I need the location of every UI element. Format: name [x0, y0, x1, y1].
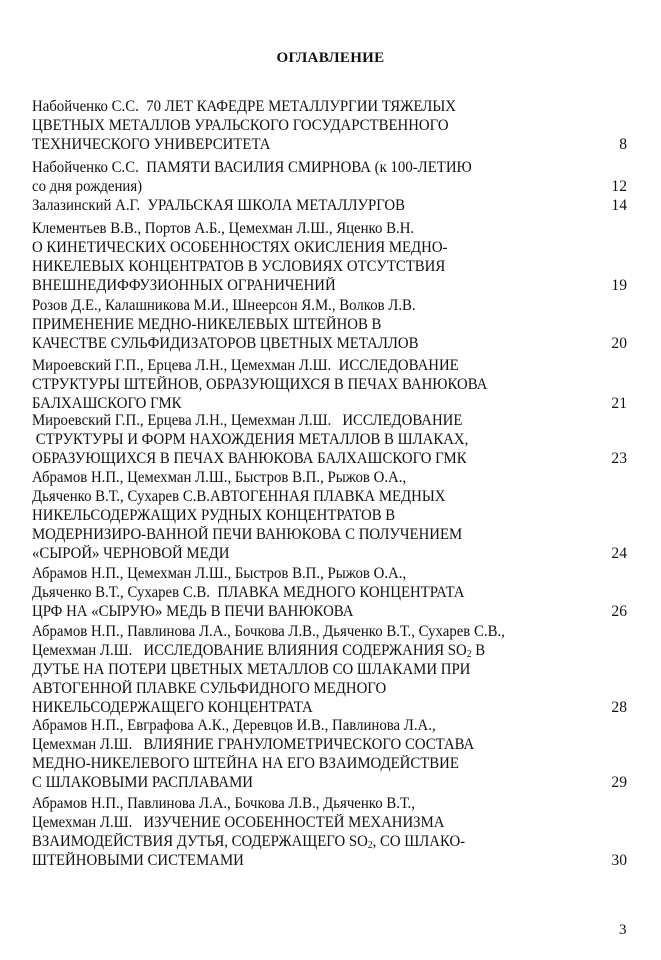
- toc-page-number: 26: [611, 603, 627, 620]
- toc-entry-line: Цемехман Л.Ш. ВЛИЯНИЕ ГРАНУЛОМЕТРИЧЕСКОГО СОСТАВА: [32, 736, 475, 753]
- toc-entry-line: Абрамов Н.П., Павлинова Л.А., Бочкова Л.В., Дьяченко В.Т., Сухарев С.В.,: [32, 623, 505, 640]
- toc-entry: [32, 97, 627, 154]
- line-continuation: В: [471, 642, 486, 659]
- toc-entry-line: МОДЕРНИЗИРО-ВАННОЙ ПЕЧИ ВАНЮКОВА С ПОЛУЧЕНИЕМ: [32, 526, 463, 543]
- toc-entry-line: Мироевский Г.П., Ерцева Л.Н., Цемехман Л.Ш. ИССЛЕДОВАНИЕ: [32, 412, 463, 429]
- toc-entry: [32, 468, 627, 563]
- page-number: 3: [619, 922, 627, 938]
- toc-entry-line: Абрамов Н.П., Павлинова Л.А., Бочкова Л.В., Дьяченко В.Т.,: [32, 795, 415, 812]
- toc-entry-line: Клементьев В.В., Портов А.Б., Цемехман Л.Ш., Яценко В.Н.: [32, 220, 415, 237]
- toc-entry-line: АВТОГЕННОЙ ПЛАВКЕ СУЛЬФИДНОГО МЕДНОГО: [32, 680, 387, 697]
- toc-entry: [32, 564, 627, 621]
- toc-entry-line: ТЕХНИЧЕСКОГО УНИВЕРСИТЕТА: [32, 136, 271, 153]
- toc-page-number: 20: [611, 335, 627, 352]
- page-title: ОГЛАВЛЕНИЕ: [276, 50, 385, 66]
- line-continuation: , СО ШЛАКО-: [372, 833, 466, 850]
- toc-entry-line: Дьяченко В.Т., Сухарев С.В.АВТОГЕННАЯ ПЛАВКА МЕДНЫХ: [32, 488, 446, 505]
- subscript: 2: [466, 649, 472, 660]
- toc-entry-line: ОБРАЗУЮЩИХСЯ В ПЕЧАХ ВАНЮКОВА БАЛХАШСКОГО ГМК: [32, 450, 467, 467]
- toc-entry-line: О КИНЕТИЧЕСКИХ ОСОБЕННОСТЯХ ОКИСЛЕНИЯ МЕДНО-: [32, 239, 448, 256]
- toc-entry-line: Цемехман Л.Ш. ИЗУЧЕНИЕ ОСОБЕННОСТЕЙ МЕХАНИЗМА: [32, 814, 445, 831]
- toc-entry: [32, 716, 627, 792]
- toc-entry: [32, 794, 627, 870]
- toc-entry-line: ПРИМЕНЕНИЕ МЕДНО-НИКЕЛЕВЫХ ШТЕЙНОВ В: [32, 316, 382, 333]
- toc-entry: [32, 356, 627, 413]
- toc-entry-line: Набойченко С.С. 70 ЛЕТ КАФЕДРЕ МЕТАЛЛУРГИИ ТЯЖЕЛЫХ: [32, 98, 456, 115]
- toc-entry-line: СТРУКТУРЫ И ФОРМ НАХОЖДЕНИЯ МЕТАЛЛОВ В ШЛАКАХ,: [32, 431, 469, 448]
- toc-entry-line: МЕДНО-НИКЕЛЕВОГО ШТЕЙНА НА ЕГО ВЗАИМОДЕЙСТВИЕ: [32, 755, 459, 772]
- toc-entry-line: ЦВЕТНЫХ МЕТАЛЛОВ УРАЛЬСКОГО ГОСУДАРСТВЕННОГО: [32, 117, 449, 134]
- toc-entry: [32, 411, 627, 468]
- toc-page-number: 21: [611, 395, 627, 412]
- toc-entry-line: НИКЕЛЕВЫХ КОНЦЕНТРАТОВ В УСЛОВИЯХ ОТСУТСТВИЯ: [32, 258, 446, 275]
- toc-entry-line: НИКЕЛЬСОДЕРЖАЩИХ РУДНЫХ КОНЦЕНТРАТОВ В: [32, 507, 396, 524]
- toc-entry-line: ВНЕШНЕДИФФУЗИОННЫХ ОГРАНИЧЕНИЙ: [32, 277, 336, 294]
- toc-entry-line: «СЫРОЙ» ЧЕРНОВОЙ МЕДИ: [32, 545, 230, 562]
- toc-entry-line: СТРУКТУРЫ ШТЕЙНОВ, ОБРАЗУЮЩИХСЯ В ПЕЧАХ ВАНЮКОВА: [32, 376, 488, 393]
- toc-entry: [32, 296, 627, 353]
- toc-entry-line: ШТЕЙНОВЫМИ СИСТЕМАМИ: [32, 852, 244, 869]
- toc-entry: [32, 219, 627, 295]
- toc-page-number: 12: [611, 178, 627, 195]
- toc-entry: [32, 196, 627, 215]
- subscript: 2: [367, 840, 373, 851]
- toc-entry-line: С ШЛАКОВЫМИ РАСПЛАВАМИ: [32, 774, 254, 791]
- toc-entry-line: ЦРФ НА «СЫРУЮ» МЕДЬ В ПЕЧИ ВАНЮКОВА: [32, 603, 354, 620]
- toc-entry-line: НИКЕЛЬСОДЕРЖАЩЕГО КОНЦЕНТРАТА: [32, 699, 313, 716]
- toc-entry: [32, 622, 627, 717]
- toc-entry-line: ДУТЬЕ НА ПОТЕРИ ЦВЕТНЫХ МЕТАЛЛОВ СО ШЛАКАМИ ПРИ: [32, 661, 471, 678]
- toc-entry-line: Абрамов Н.П., Цемехман Л.Ш., Быстров В.П., Рыжов О.А.,: [32, 565, 407, 582]
- toc-page-number: 29: [611, 774, 627, 791]
- toc-page-number: 19: [611, 277, 627, 294]
- toc-page-number: 30: [611, 852, 627, 869]
- toc-entry-line: Розов Д.Е., Калашникова М.И., Шнеерсон Я.М., Волков Л.В.: [32, 297, 416, 314]
- toc-entry-line: со дня рождения): [32, 178, 143, 195]
- toc-entry-line: Мироевский Г.П., Ерцева Л.Н., Цемехман Л.Ш. ИССЛЕДОВАНИЕ: [32, 357, 459, 374]
- toc-entry-line: КАЧЕСТВЕ СУЛЬФИДИЗАТОРОВ ЦВЕТНЫХ МЕТАЛЛОВ: [32, 335, 419, 352]
- toc-page-number: 23: [611, 450, 627, 467]
- toc-entry: [32, 158, 627, 196]
- toc-entry-line: Дьяченко В.Т., Сухарев С.В. ПЛАВКА МЕДНОГО КОНЦЕНТРАТА: [32, 584, 465, 601]
- toc-entry-line: Залазинский А.Г. УРАЛЬСКАЯ ШКОЛА МЕТАЛЛУРГОВ: [32, 197, 405, 214]
- toc-entry-line: Цемехман Л.Ш. ИССЛЕДОВАНИЕ ВЛИЯНИЯ СОДЕРЖАНИЯ $SO_2$ В: [32, 642, 486, 660]
- toc-entry-line: Абрамов Н.П., Евграфова А.К., Деревцов И.В., Павлинова Л.А.,: [32, 717, 436, 734]
- toc-page-number: 28: [611, 699, 627, 716]
- toc-entry-line: ВЗАИМОДЕЙСТВИЯ ДУТЬЯ, СОДЕРЖАЩЕГО $SO_2$, СО ШЛАКО-: [32, 833, 466, 851]
- toc-page-number: 8: [619, 136, 627, 153]
- toc-entry-line: Набойченко С.С. ПАМЯТИ ВАСИЛИЯ СМИРНОВА (к 100-ЛЕТИЮ: [32, 159, 472, 176]
- toc-page-number: 14: [611, 197, 627, 214]
- toc-page-number: 24: [611, 545, 627, 562]
- toc-entry-line: БАЛХАШСКОГО ГМК: [32, 395, 182, 412]
- toc-entry-line: Абрамов Н.П., Цемехман Л.Ш., Быстров В.П., Рыжов О.А.,: [32, 469, 407, 486]
